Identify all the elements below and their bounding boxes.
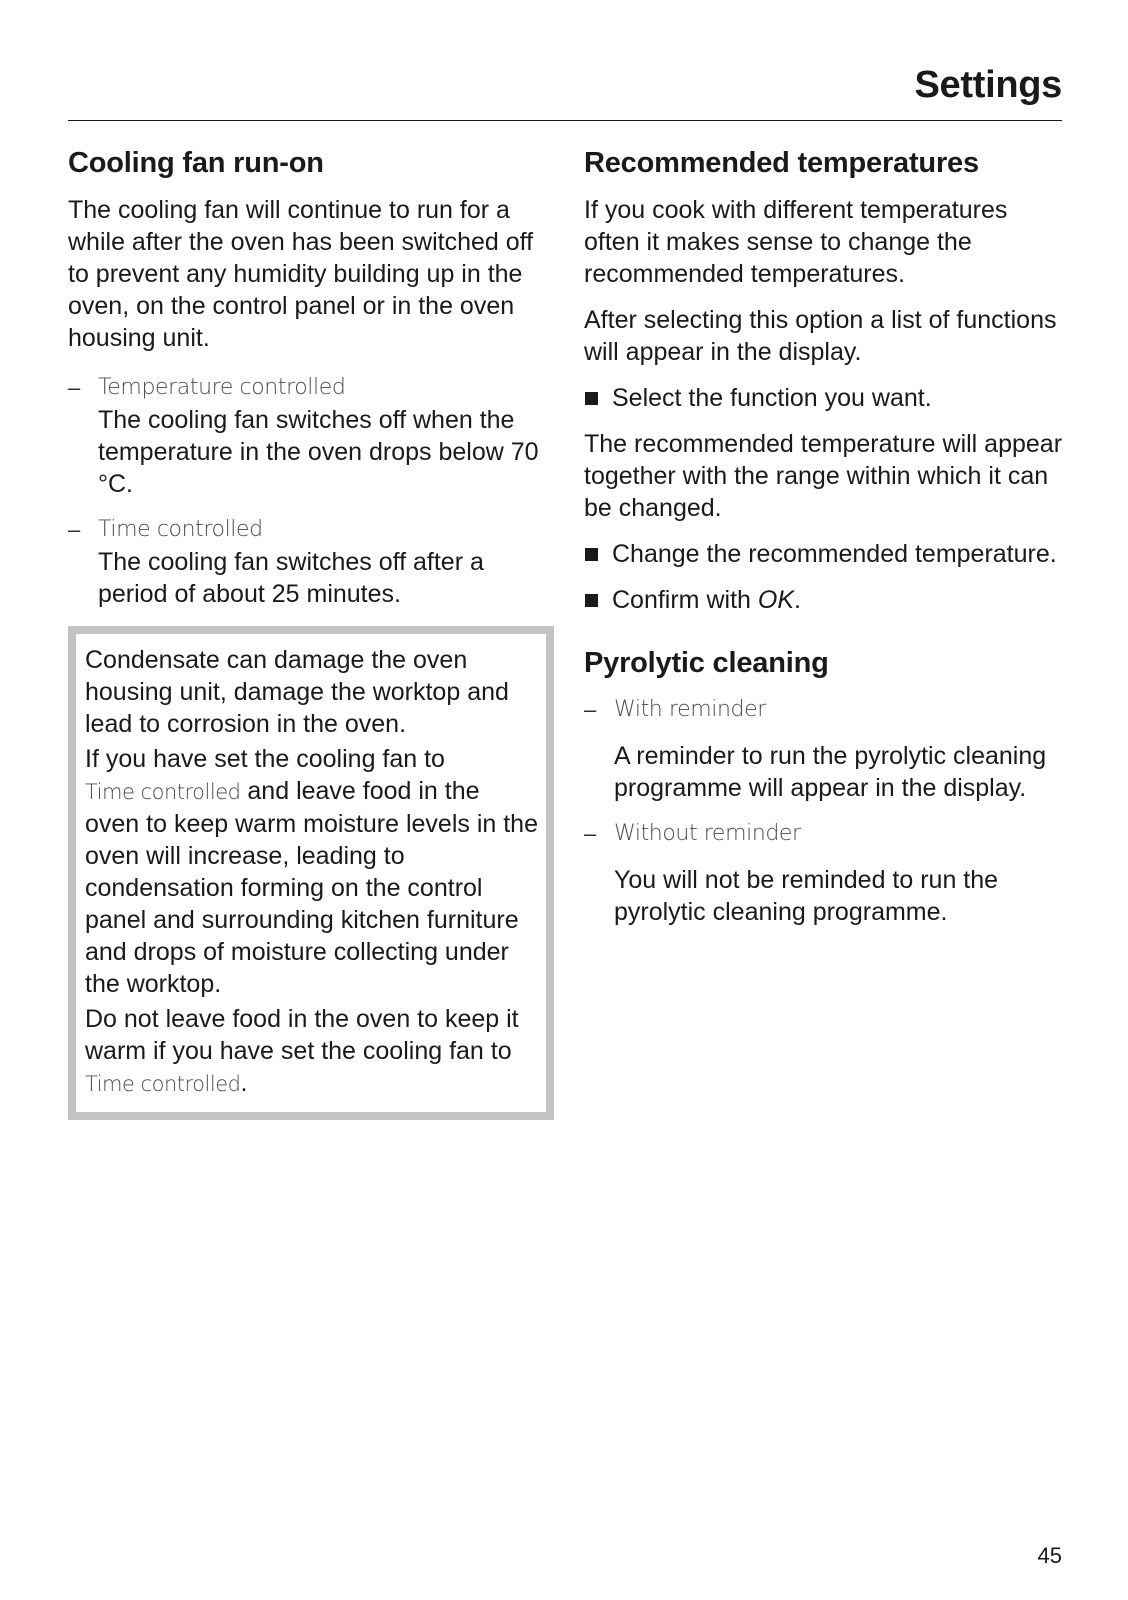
warning-paragraph-3	[85, 1003, 538, 1100]
option-description: You will not be reminded to run the pyrolytic cleaning programme.	[614, 865, 999, 926]
step-confirm	[584, 584, 1062, 616]
cooling-fan-heading: Cooling fan run-on	[68, 147, 324, 179]
step-text-start: Confirm with	[612, 585, 751, 614]
step-select-function	[584, 382, 1062, 414]
dash-bullet: –	[584, 696, 597, 722]
recommended-paragraph-1: If you cook with different temperatures often it makes sense to change the recommended temperatures.	[584, 195, 1008, 288]
step-text-end: .	[794, 585, 801, 614]
step-text: Select the function you want.	[612, 383, 932, 412]
square-bullet-icon	[585, 392, 598, 405]
option-label: Temperature controlled	[98, 374, 346, 400]
warning-paragraph-1: Condensate can damage the oven housing unit, damage the worktop and lead to corrosion in the oven.	[85, 645, 509, 738]
recommended-paragraph-2: After selecting this option a list of functions will appear in the display.	[584, 305, 1057, 366]
option-label: With reminder	[614, 696, 766, 722]
warning-text: Do not leave food in the oven to keep it warm if you have set the cooling fan to	[85, 1004, 519, 1065]
square-bullet-icon	[585, 548, 598, 561]
warning-box	[68, 626, 554, 1120]
dash-bullet: –	[68, 516, 81, 542]
option-without-reminder	[584, 818, 1062, 928]
right-column	[584, 146, 1062, 942]
dash-bullet: –	[584, 820, 597, 846]
option-description: The cooling fan switches off after a period of about 25 minutes.	[98, 547, 484, 608]
option-reference: Time controlled	[85, 1071, 241, 1096]
warning-text: .	[240, 1068, 248, 1097]
warning-paragraph-2	[85, 743, 538, 1000]
option-reference: Time controlled	[85, 779, 241, 804]
step-text: Change the recommended temperature.	[612, 539, 1057, 568]
option-description: The cooling fan switches off when the temperature in the oven drops below 70 °C.	[98, 405, 539, 498]
page-header	[68, 58, 1062, 121]
option-with-reminder	[584, 694, 1062, 804]
option-time-controlled	[68, 514, 554, 610]
warning-text: and leave food in the oven to keep warm moisture levels in the oven will increase, leading to condensation forming on the control panel and surrounding kitchen furniture and drops of moisture collecting under the worktop.	[85, 776, 538, 998]
option-label: Time controlled	[98, 516, 263, 542]
option-label: Without reminder	[614, 820, 801, 846]
pyrolytic-cleaning-heading: Pyrolytic cleaning	[584, 646, 829, 679]
cooling-fan-intro: The cooling fan will continue to run for a while after the oven has been switched off to prevent any humidity building up in the oven, on the control panel or in the oven housing unit.	[68, 195, 534, 352]
page-title: Settings	[914, 64, 1062, 106]
recommended-paragraph-3: The recommended temperature will appear together with the range within which it can be changed.	[584, 429, 1063, 522]
dash-bullet: –	[68, 374, 81, 400]
page-number: 45	[1037, 1543, 1062, 1568]
step-change-temperature	[584, 538, 1062, 570]
option-description: A reminder to run the pyrolytic cleaning programme will appear in the display.	[614, 741, 1047, 802]
warning-text: If you have set the cooling fan to	[85, 744, 445, 773]
recommended-temperatures-heading: Recommended temperatures	[584, 147, 979, 179]
square-bullet-icon	[585, 594, 598, 607]
ok-key-label: OK	[757, 585, 794, 614]
left-column	[68, 146, 554, 1120]
step-text	[612, 584, 1062, 616]
option-temperature-controlled	[68, 372, 554, 500]
